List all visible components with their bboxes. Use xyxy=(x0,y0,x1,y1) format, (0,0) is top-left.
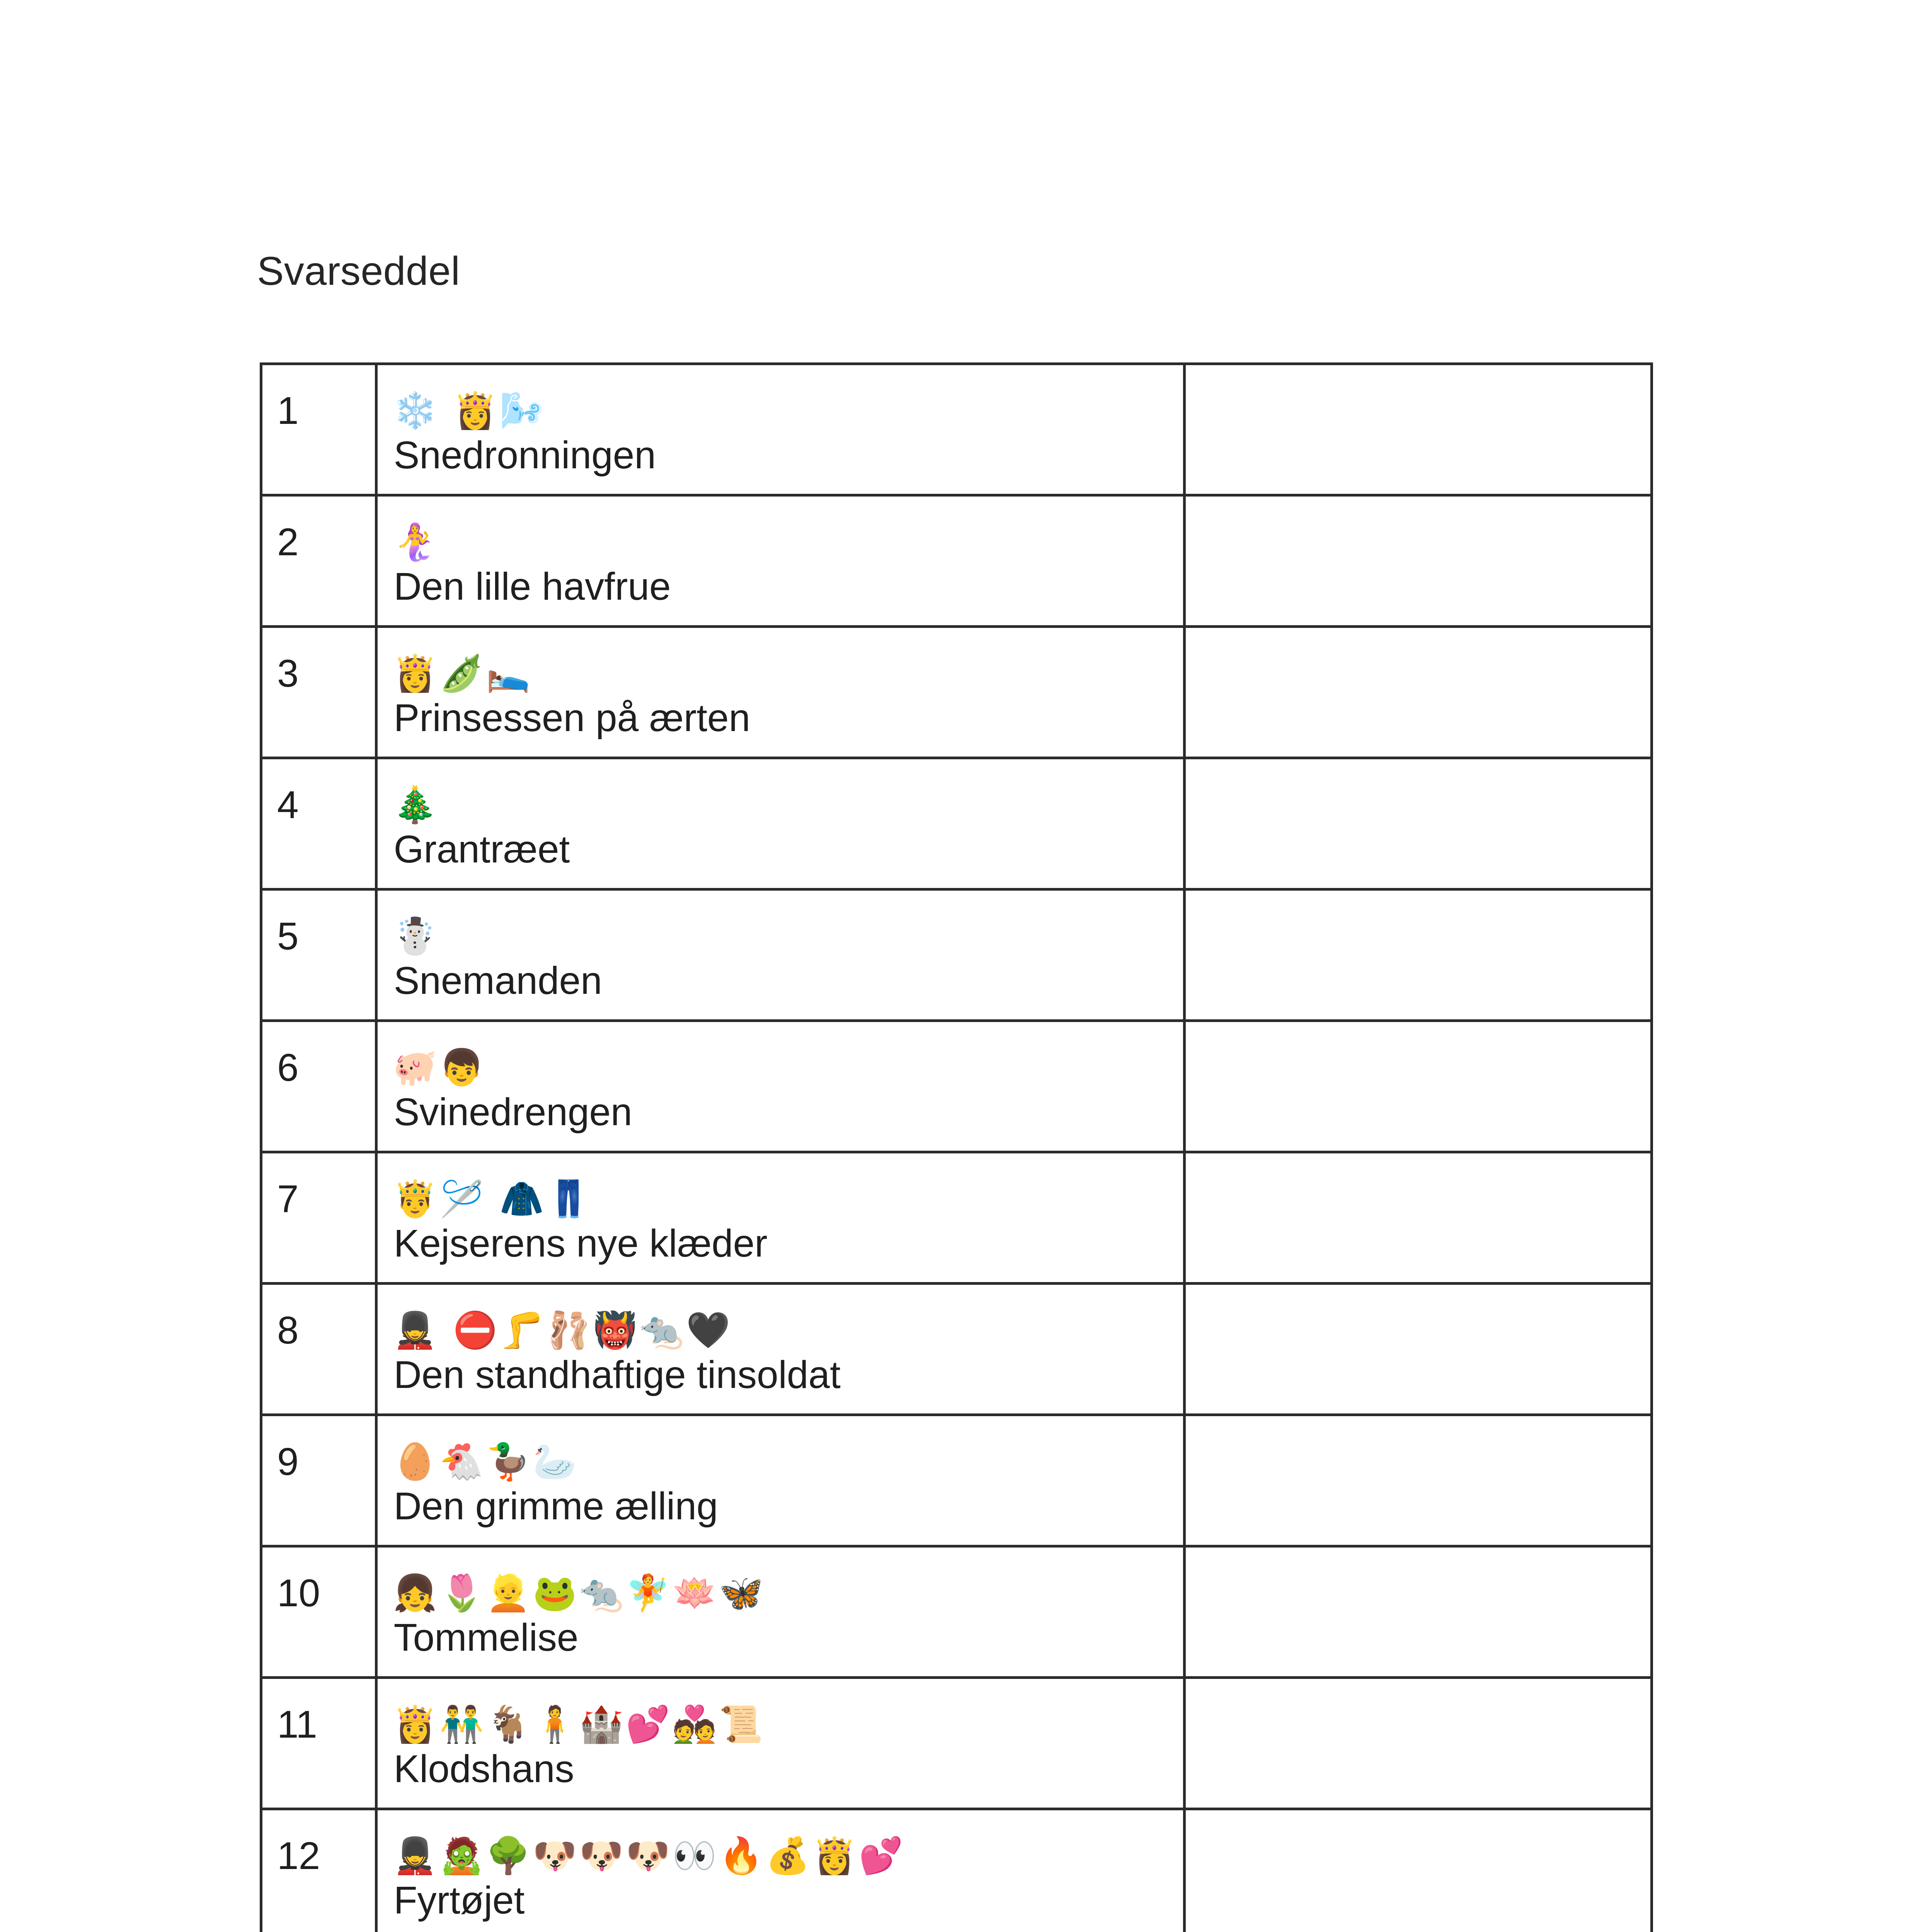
row-number-cell xyxy=(261,1546,376,1678)
row-number-cell xyxy=(261,364,376,495)
story-title: Tommelise xyxy=(393,1616,579,1659)
table-row xyxy=(261,627,1652,758)
story-cell xyxy=(376,627,1184,758)
table-row xyxy=(261,889,1652,1021)
story-emoji-icons: 🧜‍♀️ xyxy=(393,521,440,563)
story-title: Klodshans xyxy=(393,1747,574,1791)
table-row xyxy=(261,1021,1652,1152)
row-number-cell xyxy=(261,1678,376,1809)
story-cell xyxy=(376,1678,1184,1809)
answer-cell[interactable] xyxy=(1184,758,1651,889)
table-row xyxy=(261,495,1652,627)
row-number: 3 xyxy=(277,652,299,695)
story-cell xyxy=(376,1021,1184,1152)
table-row xyxy=(261,758,1652,889)
story-title: Den standhaftige tinsoldat xyxy=(393,1353,841,1396)
story-title: Den grimme ælling xyxy=(393,1485,718,1528)
story-emoji-icons: ☃️ xyxy=(393,915,440,957)
story-cell xyxy=(376,1809,1184,1932)
row-number: 2 xyxy=(277,520,299,564)
page-title: Svarseddel xyxy=(257,249,460,294)
answer-cell[interactable] xyxy=(1184,889,1651,1021)
story-emoji-icons: 💂 ⛔🦵🩰👹🐀🖤 xyxy=(393,1310,733,1351)
story-emoji-icons: 👸🫛🛌 xyxy=(393,653,533,694)
answer-cell[interactable] xyxy=(1184,1546,1651,1678)
row-number-cell xyxy=(261,1284,376,1415)
story-cell xyxy=(376,758,1184,889)
story-title: Fyrtøjet xyxy=(393,1879,525,1922)
answer-table-body xyxy=(261,364,1652,1932)
answer-table xyxy=(260,362,1653,1932)
row-number-cell xyxy=(261,1021,376,1152)
table-row xyxy=(261,1809,1652,1932)
answer-cell[interactable] xyxy=(1184,1415,1651,1546)
story-cell xyxy=(376,364,1184,495)
story-emoji-icons: 💂🧟🌳🐶🐶🐶👀🔥💰👸💕 xyxy=(393,1835,906,1876)
story-cell xyxy=(376,1152,1184,1284)
story-cell xyxy=(376,1284,1184,1415)
row-number: 11 xyxy=(277,1703,317,1746)
table-row xyxy=(261,1152,1652,1284)
story-title: Den lille havfrue xyxy=(393,565,671,608)
table-row xyxy=(261,1546,1652,1678)
story-cell xyxy=(376,1546,1184,1678)
story-emoji-icons: 🥚🐔🦆🦢 xyxy=(393,1441,579,1482)
answer-cell[interactable] xyxy=(1184,1678,1651,1809)
row-number: 6 xyxy=(277,1046,299,1089)
story-title: Kejserens nye klæder xyxy=(393,1222,768,1265)
story-emoji-icons: ❄️ 👸🌬️ xyxy=(393,390,546,431)
story-cell xyxy=(376,495,1184,627)
story-emoji-icons: 👸👬🐐🧍🏰💕💑📜 xyxy=(393,1704,766,1745)
table-row xyxy=(261,364,1652,495)
answer-cell[interactable] xyxy=(1184,1284,1651,1415)
row-number: 12 xyxy=(277,1834,320,1878)
answer-cell[interactable] xyxy=(1184,627,1651,758)
row-number-cell xyxy=(261,889,376,1021)
story-emoji-icons: 👧🌷👱🐸🐀🧚🪷🦋 xyxy=(393,1572,766,1614)
story-title: Prinsessen på ærten xyxy=(393,696,751,740)
story-emoji-icons: 🤴🪡 🧥👖 xyxy=(393,1178,593,1219)
answer-cell[interactable] xyxy=(1184,1021,1651,1152)
row-number: 1 xyxy=(277,389,299,432)
row-number-cell xyxy=(261,1809,376,1932)
story-cell xyxy=(376,889,1184,1021)
table-row xyxy=(261,1415,1652,1546)
row-number-cell xyxy=(261,495,376,627)
row-number: 5 xyxy=(277,915,299,958)
story-emoji-icons: 🎄 xyxy=(393,784,440,825)
row-number-cell xyxy=(261,1152,376,1284)
story-title: Snedronningen xyxy=(393,434,656,477)
answer-cell[interactable] xyxy=(1184,364,1651,495)
row-number-cell xyxy=(261,758,376,889)
story-title: Snemanden xyxy=(393,959,602,1002)
row-number: 9 xyxy=(277,1440,299,1483)
story-title: Grantræet xyxy=(393,828,570,871)
row-number: 8 xyxy=(277,1309,299,1352)
row-number: 4 xyxy=(277,783,299,827)
story-cell xyxy=(376,1415,1184,1546)
answer-cell[interactable] xyxy=(1184,1809,1651,1932)
answer-cell[interactable] xyxy=(1184,1152,1651,1284)
row-number: 10 xyxy=(277,1571,320,1615)
table-row xyxy=(261,1678,1652,1809)
row-number-cell xyxy=(261,1415,376,1546)
story-emoji-icons: 🐖👦 xyxy=(393,1047,486,1088)
answer-cell[interactable] xyxy=(1184,495,1651,627)
row-number: 7 xyxy=(277,1177,299,1221)
story-title: Svinedrengen xyxy=(393,1090,632,1134)
row-number-cell xyxy=(261,627,376,758)
table-row xyxy=(261,1284,1652,1415)
